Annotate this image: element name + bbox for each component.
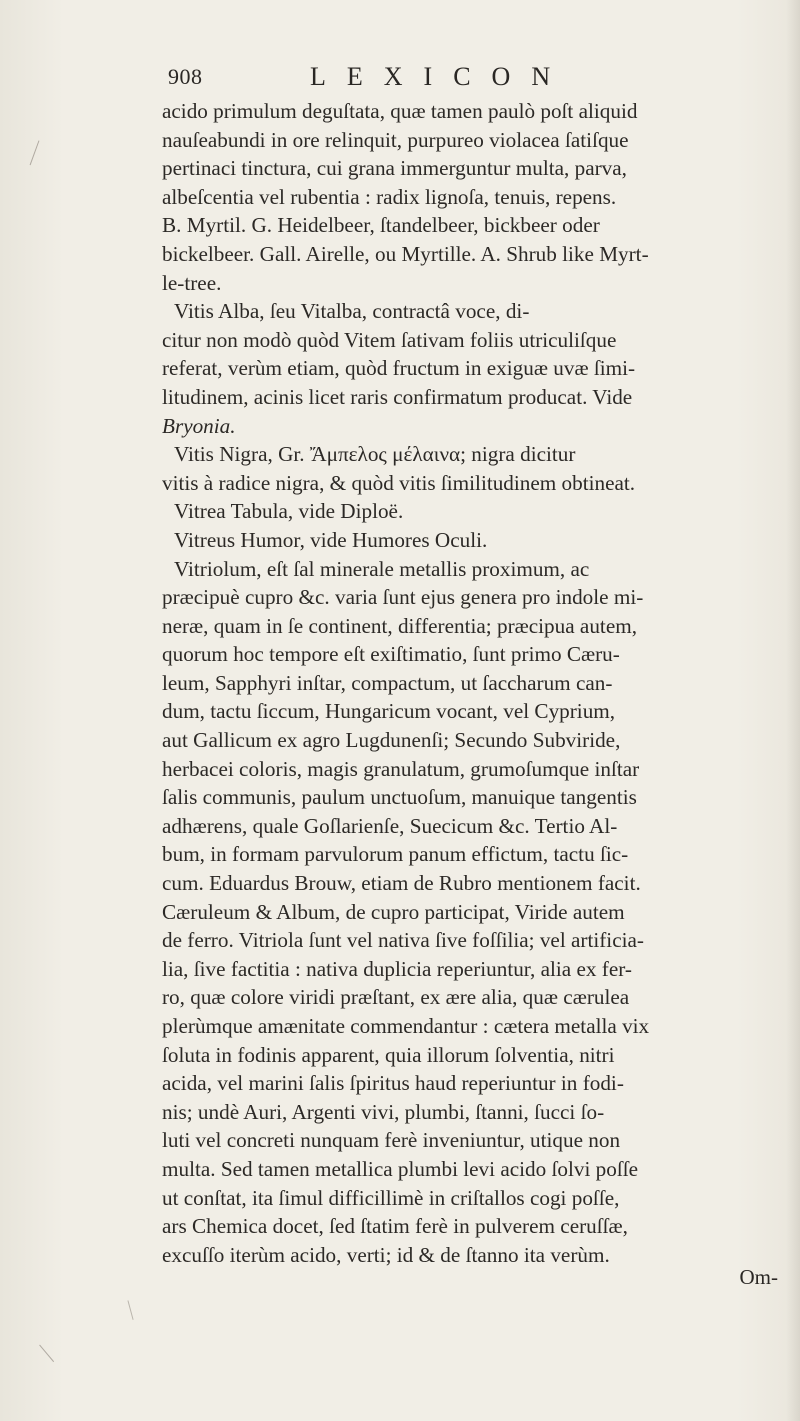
text-line: vitis à radice nigra, & quòd vitis ſimilitudinem obtineat. bbox=[162, 470, 636, 495]
text-line: neræ, quam in ſe continent, differentia; præcipua autem, bbox=[162, 613, 638, 638]
margin-mark bbox=[127, 1300, 134, 1320]
page-number: 908 bbox=[168, 64, 203, 89]
text-line: excuſſo iterùm acido, verti; id & de ſtanno ita verùm. bbox=[162, 1242, 610, 1267]
text-line: ro, quæ colore viridi præſtant, ex ære alia, quæ cærulea bbox=[162, 985, 630, 1010]
entry-heading-line: Vitis Nigra, Gr. Ἄμπελος μέλαινα; nigra dicitur bbox=[174, 442, 576, 467]
text-line: B. Myrtil. G. Heidelbeer, ſtandelbeer, bickbeer oder bbox=[162, 213, 600, 238]
text-line: citur non modò quòd Vitem ſativam foliis utriculiſque bbox=[162, 327, 617, 352]
text-line: Bryonia. bbox=[162, 413, 236, 438]
text-line: quorum hoc tempore eſt exiſtimatio, ſunt primo Cæru- bbox=[162, 642, 620, 667]
margin-mark bbox=[30, 140, 41, 165]
page-edge-shadow bbox=[786, 0, 800, 1421]
entry-heading-line: Vitrea Tabula, vide Diploë. bbox=[174, 499, 404, 524]
entry-heading-line: Vitreus Humor, vide Humores Oculi. bbox=[174, 527, 488, 552]
text-line: herbacei coloris, magis granulatum, grumoſumque inſtar bbox=[162, 756, 640, 781]
margin-mark bbox=[39, 1344, 55, 1362]
running-head: LEXICON bbox=[310, 62, 572, 91]
text-line: nauſeabundi in ore relinquit, purpureo violacea ſatiſque bbox=[162, 127, 629, 152]
text-line: leum, Sapphyri inſtar, compactum, ut ſaccharum can- bbox=[162, 670, 613, 695]
entry-heading-line: Vitis Alba, ſeu Vitalba, contractâ voce, di- bbox=[174, 299, 530, 324]
text-line: bum, in formam parvulorum panum effictum, tactu ſic- bbox=[162, 842, 629, 867]
text-line: pertinaci tinctura, cui grana immerguntur multa, parva, bbox=[162, 156, 627, 181]
text-line: albeſcentia vel rubentia : radix lignoſa, tenuis, repens. bbox=[162, 184, 617, 209]
text-line: nis; undè Auri, Argenti vivi, plumbi, ſtanni, ſucci ſo- bbox=[162, 1099, 605, 1124]
text-block bbox=[162, 97, 782, 1269]
text-line: luti vel concreti nunquam ferè inveniuntur, utique non bbox=[162, 1128, 621, 1153]
text-line: acido primulum deguſtata, quæ tamen paulò poſt aliquid bbox=[162, 99, 638, 123]
text-line: adhærens, quale Goſlarienſe, Suecicum &c. Tertio Al- bbox=[162, 813, 618, 838]
text-line: ſalis communis, paulum unctuoſum, manuique tangentis bbox=[162, 785, 637, 810]
page-header bbox=[160, 64, 780, 94]
text-line: le-tree. bbox=[162, 270, 222, 295]
text-line: Cæruleum & Album, de cupro participat, Viride autem bbox=[162, 899, 625, 924]
text-line: ut conſtat, ita ſimul difficillimè in criſtallos cogi poſſe, bbox=[162, 1185, 620, 1210]
text-line: ars Chemica docet, ſed ſtatim ferè in pulverem ceruſſæ, bbox=[162, 1214, 628, 1239]
text-line: præcipuè cupro &c. varia ſunt ejus genera pro indole mi- bbox=[162, 585, 644, 610]
text-line: referat, verùm etiam, quòd fructum in exiguæ uvæ ſimi- bbox=[162, 356, 636, 381]
text-line: de ferro. Vitriola ſunt vel nativa ſive foſſilia; vel artificia- bbox=[162, 928, 644, 953]
text-line: ſoluta in fodinis apparent, quia illorum ſolventia, nitri bbox=[162, 1042, 615, 1067]
text-line: lia, ſive factitia : nativa duplicia reperiuntur, alia ex fer- bbox=[162, 956, 632, 981]
text-line: litudinem, acinis licet raris confirmatum producat. Vide bbox=[162, 384, 633, 409]
text-line: cum. Eduardus Brouw, etiam de Rubro mentionem facit. bbox=[162, 871, 641, 896]
entry-heading-line: Vitriolum, eſt ſal minerale metallis proximum, ac bbox=[174, 556, 590, 581]
catchword: Om- bbox=[739, 1265, 778, 1289]
text-line: acida, vel marini ſalis ſpiritus haud reperiuntur in fodi- bbox=[162, 1071, 624, 1096]
text-line: bickelbeer. Gall. Airelle, ou Myrtille. A. Shrub like Myrt- bbox=[162, 241, 649, 266]
text-line: aut Gallicum ex agro Lugdunenſi; Secundo Subviride, bbox=[162, 728, 621, 753]
text-line: dum, tactu ſiccum, Hungaricum vocant, vel Cyprium, bbox=[162, 699, 616, 724]
text-line: multa. Sed tamen metallica plumbi levi acido ſolvi poſſe bbox=[162, 1156, 639, 1181]
text-line: plerùmque amænitate commendantur : cætera metalla vix bbox=[162, 1014, 650, 1038]
